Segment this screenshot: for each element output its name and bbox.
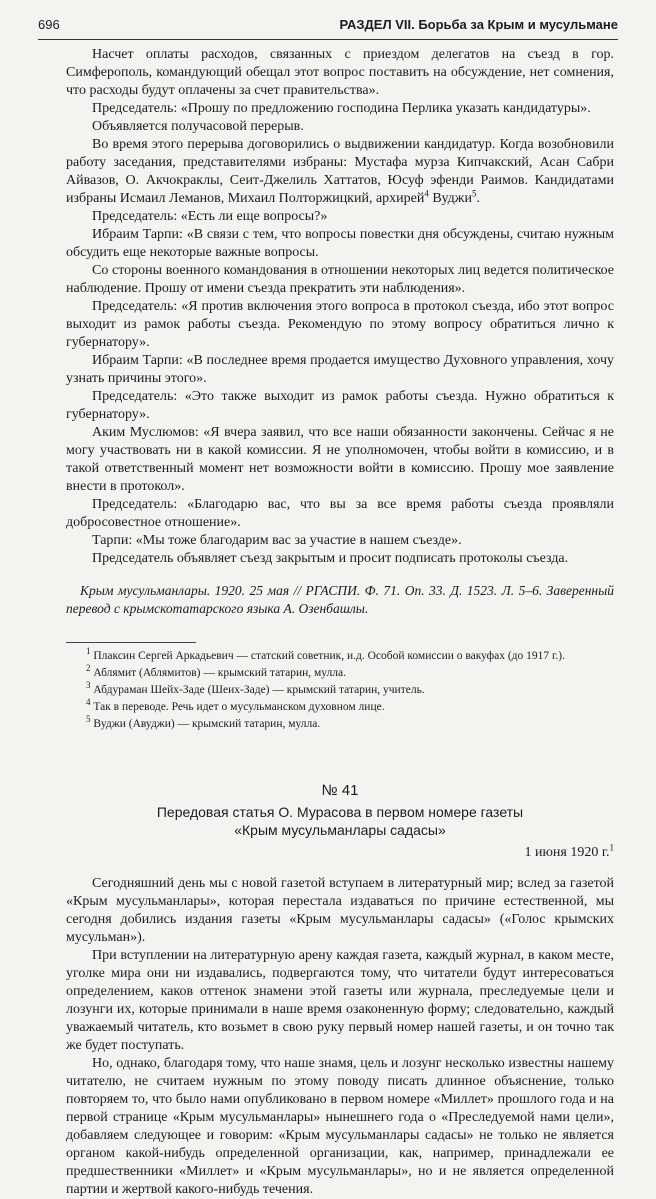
paragraph: Ибраим Тарпи: «В последнее время продается имущество Духовного управления, хочу узнать причины этого». [66, 353, 614, 386]
document-title-line1: Передовая статья О. Мурасова в первом номере газеты [156, 804, 524, 820]
page-number: 696 [38, 17, 60, 32]
paragraph: Ибраим Тарпи: «В связи с тем, что вопросы повестки дня обсуждены, считаю нужным обсудить еще некоторые важные вопросы. [66, 227, 614, 260]
source-citation: Крым мусульманлары. 1920. 25 мая // РГАСПИ. Ф. 71. Оп. 33. Д. 1523. Л. 5–6. Заверенный перевод с крымскотатарского языка А. Озенбашлы. [66, 583, 614, 616]
body-text [66, 46, 614, 1199]
paragraph: Сегодняшний день мы с новой газетой вступаем в литературный мир; вслед за газетой «Крым мусульманлары», которая перестала издаваться по причине естественной, мы сегодня добились издания газеты «Крым мусульманлары садасы» («Голос крымских мусульман»). [66, 876, 614, 945]
paragraph: Аким Муслюмов: «Я вчера заявил, что все наши обязанности закончены. Сейчас я не могу участвовать ни в какой комиссии. Я не уполномочен, чтобы войти в комиссию, и в такой ответственный момент нет возможности войти в комиссию. Прошу мое заявление внести в протокол». [66, 425, 614, 494]
paragraph: Насчет оплаты расходов, связанных с приездом делегатов на съезд в гор. Симферополь, командующий обещал этот вопрос поставить на обсуждение, нет сомнения, что расходы будут оплачены за счет правительства». [66, 47, 614, 98]
paragraph: Председатель: «Это также выходит из рамок работы съезда. Нужно обратиться к губернатору». [66, 389, 614, 422]
paragraph: Во время этого перерыва договорились о выдвижении кандидатур. Когда возобновили работу заседания, представителями избраны: Мустафа мурза Кипчакский, Асан Сабри Айвазов, О. Акчокраклы, Сеит-Джелиль Хаттатов, Юсуф эфенди Раимов. Кандидатами избраны Исмаил Леманов, Михаил Полторжицкий, архирей$^4$ Вуджи$^5$. [66, 137, 614, 206]
footnote-divider [66, 642, 196, 643]
footnote: $^4$ Так в переводе. Речь идет о мусульманском духовном лице. [86, 697, 385, 713]
paragraph-text: Во время этого перерыва договорились о выдвижении кандидатур. Когда возобновили работу заседания, представителями избраны: Мустафа мурза Кипчакский, Асан Сабри Айвазов, О. Акчокраклы, Сеит-Джелиль Хаттатов, Юсуф эфенди Раимов. Кандидатами избраны Исмаил Леманов, Михаил Полторжицкий, архирей [66, 137, 614, 206]
document-number: № 41 [321, 782, 359, 799]
footnote: $^2$ Аблямит (Аблямитов) — крымский татарин, мулла. [86, 663, 346, 679]
footnote: $^5$ Вуджи (Авуджи) — крымский татарин, мулла. [86, 714, 321, 730]
footnote-ref: 5 [471, 188, 477, 199]
name-text: Вуджи [432, 191, 472, 206]
page-header [38, 17, 618, 40]
document-date: 1 июня 1920 г.$^1$ [524, 842, 614, 860]
paragraph: Но, однако, благодаря тому, что наше знамя, цель и лозунг несколько известны нашему читателю, не считаем нужным по этому поводу писать длинное объяснение, только повторяем то, что было нами опубликовано в первом номере «Миллет» прошлого года и на первой странице «Крым мусульманлары» нынешнего года о «Преследуемой нами цели», добавляем следующее и говорим: «Крым мусульманлары садасы» не только не является органом какой-нибудь определенной организации, как, например, принадлежали ее предшественники «Миллет» и «Крым мусульманлары», но и не является определенной партии и жертвой какого-нибудь течения. [66, 1056, 614, 1197]
paragraph: Со стороны военного командования в отношении некоторых лиц ведется политическое наблюдение. Прошу от имени съезда прекратить эти наблюдения». [66, 263, 614, 296]
footnote: $^1$ Плаксин Сергей Аркадьевич — статский советник, и.д. Особой комиссии о вакуфах (до 1917 г.). [86, 646, 566, 662]
paragraph: Председатель: «Есть ли еще вопросы?» [92, 209, 328, 224]
paragraph: При вступлении на литературную арену каждая газета, каждый журнал, в каком месте, уголке мира они ни издавались, подвергаются тому, что читатели будут интересоваться определением, каков оттенок знамени этой газеты или журнала, преследуемые цели и лозунги их, которые принимали в наше время озаконенную форму; следовательно, каждый уважаемый читатель, кто возьмет в свою руку первый номер нашей газеты, и он точно так же будет поступать. [66, 948, 614, 1053]
paragraph: Председатель: «Прошу по предложению господина Перлика указать кандидатуры». [92, 101, 591, 116]
footnote-ref: 1 [609, 842, 614, 853]
paragraph: Председатель: «Благодарю вас, что вы за все время работы съезда проявляли добросовестное отношение». [66, 497, 614, 530]
paragraph: Председатель: «Я против включения этого вопроса в протокол съезда, ибо этот вопрос выходит из рамок работы съезда. Рекомендую по этому вопросу обратиться лично к губернатору». [66, 299, 614, 350]
document-title-line2: «Крым мусульманлары садасы» [234, 822, 446, 838]
paragraph: Председатель объявляет съезд закрытым и просит подписать протоколы съезда. [92, 551, 569, 566]
running-head: РАЗДЕЛ VII. Борьба за Крым и мусульмане [339, 17, 618, 32]
footnote-ref: 4 [424, 188, 429, 199]
paragraph: Объявляется получасовой перерыв. [92, 119, 304, 134]
paragraph: Тарпи: «Мы тоже благодарим вас за участие в нашем съезде». [92, 533, 462, 548]
footnote: $^3$ Абдураман Шейх-Заде (Шеих-Заде) — крымский татарин, учитель. [86, 680, 425, 696]
footnotes [66, 646, 614, 732]
